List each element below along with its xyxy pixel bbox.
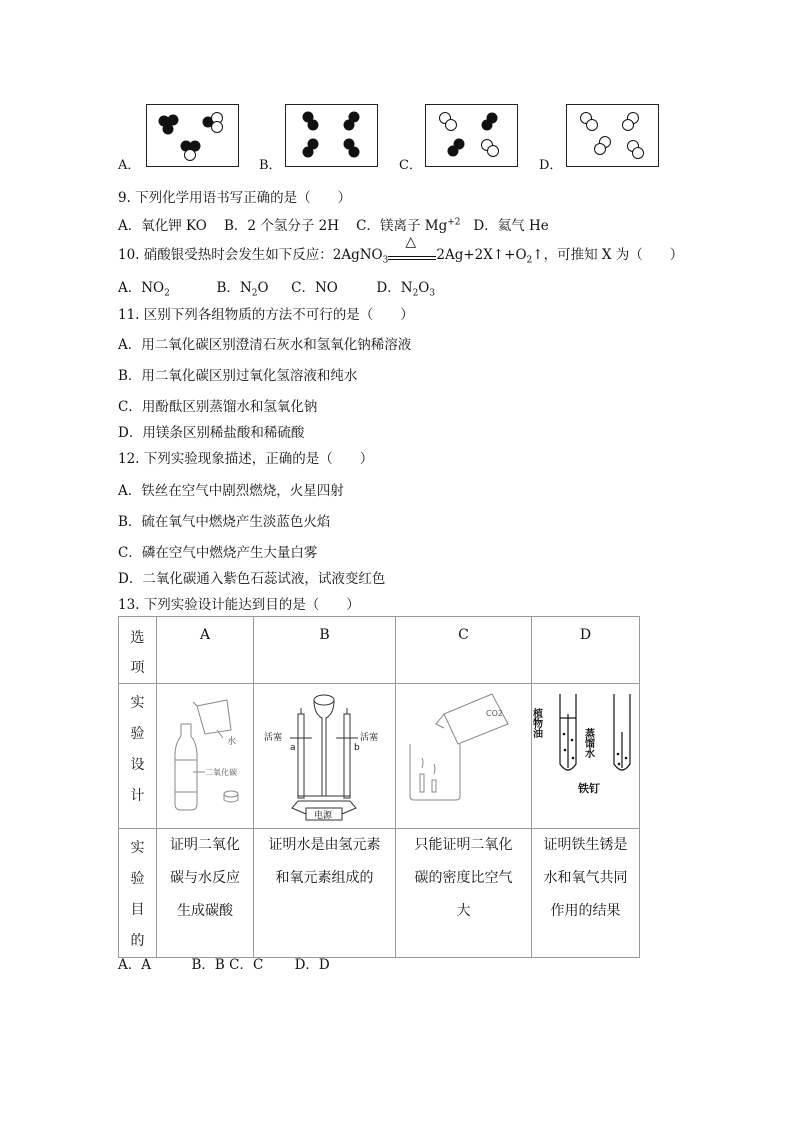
- a-co2-label: 二氧化碳: [205, 768, 237, 777]
- b-tube-a-label: a: [290, 743, 296, 753]
- d-oil-label: 植物油: [530, 708, 542, 738]
- q10-option-b-sub: 2: [251, 288, 258, 299]
- q11-option-c: C．用酚酞区别蒸馏水和氢氧化钠: [118, 399, 318, 415]
- q9-option-c: C．镁离子 Mg: [356, 218, 448, 234]
- header-d-label: D: [579, 627, 592, 643]
- q10-option-b: B．N: [216, 280, 252, 296]
- b-left-valve-label: 活塞: [264, 733, 283, 743]
- q11-option-d: D．用镁条区别稀盐酸和稀硫酸: [118, 425, 305, 441]
- aim-label-char: 目: [130, 902, 145, 918]
- q11-option-b: B．用二氧化碳区别过氧化氢溶液和纯水: [118, 368, 358, 384]
- q9-stem: 9. 下列化学用语书写正确的是（ ）: [118, 190, 352, 206]
- q13-stem: 13. 下列实验设计能达到目的是（ ）: [118, 597, 360, 613]
- header-c: [396, 617, 532, 684]
- q12-stem: 12. 下列实验现象描述，正确的是（ ）: [118, 451, 374, 467]
- q10-option-b-o: O: [257, 280, 269, 296]
- aim-b: [254, 829, 396, 958]
- q10-stem: [118, 234, 684, 266]
- design-a-figure: [157, 684, 254, 829]
- molecule-diagram-b: [286, 105, 377, 166]
- q8-option-d-label: D．: [539, 158, 563, 173]
- q10-sub-o2: 2: [526, 255, 533, 266]
- aim-d-line: 作用的结果: [550, 903, 621, 919]
- q10-option-d-sub2: 3: [429, 288, 436, 299]
- q10-option-a: A．NO: [118, 280, 165, 296]
- header-option-text: [119, 617, 156, 683]
- q13-answer-options: A．A B．B C．C D．D: [118, 957, 330, 973]
- aim-d-line: 证明铁生锈是: [543, 837, 628, 853]
- q8-option-b-label: B．: [259, 158, 282, 173]
- d-iron-nail-label: 铁钉: [578, 782, 600, 795]
- q12-option-b: B．硫在氧气中燃烧产生淡蓝色火焰: [118, 514, 331, 530]
- electrolysis-diagram: [254, 684, 395, 824]
- q10-option-a-sub: 2: [164, 288, 170, 299]
- heat-condition-icon: △: [405, 234, 417, 250]
- q8-option-b-diagram: [285, 104, 378, 167]
- q8-option-a-diagram: [146, 104, 239, 167]
- q9-option-a: A．氧化钾 KO: [118, 218, 207, 234]
- header-b-label: B: [319, 627, 330, 643]
- aim-d: [532, 829, 640, 958]
- aim-label: [119, 829, 156, 957]
- aim-c: [396, 829, 532, 958]
- aim-b-line: 证明水是由氢元素: [268, 837, 381, 853]
- aim-a-line: 证明二氧化: [170, 837, 240, 853]
- d-distilled-water-label: 蒸馏水: [582, 728, 594, 758]
- design-label-char: 实: [130, 695, 145, 711]
- iron-rust-diagram: [532, 684, 639, 824]
- aim-label-cell: [119, 829, 157, 958]
- aim-a-line: 碳与水反应: [170, 870, 240, 886]
- q12-option-a: A．铁丝在空气中剧烈燃烧，火星四射: [118, 483, 344, 499]
- aim-a-line: 生成碳酸: [177, 903, 233, 919]
- q8-option-c-diagram: [425, 104, 518, 167]
- design-d-figure: [532, 684, 640, 829]
- header-option-cell: [119, 617, 157, 684]
- q11-stem: 11. 区别下列各组物质的方法不可行的是（ ）: [118, 307, 414, 323]
- q9-option-b: B．2 个氢分子 2H: [224, 218, 339, 234]
- aim-c-line: 大: [456, 903, 471, 919]
- aim-c-line: 碳的密度比空气: [414, 870, 513, 886]
- q10-options: [118, 276, 435, 299]
- q8-option-c-label: C．: [399, 158, 422, 173]
- q10-option-d-sub: 2: [412, 288, 419, 299]
- header-d: [532, 617, 640, 684]
- q9-option-c-charge: +2: [447, 217, 461, 228]
- b-right-valve-label: 活塞: [360, 733, 379, 743]
- aim-label-char: 的: [130, 933, 145, 949]
- q10-option-c: C．NO: [291, 280, 338, 296]
- aim-label-char: 实: [130, 840, 145, 856]
- q10-option-d: D．N: [376, 280, 413, 296]
- aim-d-line: 水和氧气共同: [543, 870, 628, 886]
- q10-sub-3: 3: [382, 255, 389, 266]
- design-label-cell: [119, 684, 157, 829]
- design-label-char: 计: [130, 788, 145, 804]
- q10-stem-part2: 2Ag+2X↑+O: [436, 247, 527, 263]
- c-co2-label: CO2: [486, 709, 503, 718]
- q9-options: [118, 214, 549, 234]
- q10-option-d-o: O: [418, 280, 430, 296]
- b-power-label: 电源: [314, 811, 333, 821]
- header-b: [254, 617, 396, 684]
- design-c-figure: [396, 684, 532, 829]
- q12-option-d: D．二氧化碳通入紫色石蕊试液，试液变红色: [118, 571, 386, 587]
- q9-option-d: D．氦气 He: [473, 218, 549, 234]
- molecule-diagram-d: [567, 105, 658, 166]
- header-option-label: 选项: [130, 630, 145, 676]
- design-label-char: 验: [130, 726, 145, 742]
- header-a-label: A: [199, 627, 211, 643]
- design-row: [119, 684, 640, 829]
- q11-option-a: A．用二氧化碳区别澄清石灰水和氢氧化钠稀溶液: [118, 337, 412, 353]
- aim-b-line: 和氧元素组成的: [275, 870, 374, 886]
- a-water-label: 水: [227, 737, 237, 747]
- header-a: [157, 617, 254, 684]
- q8-option-d-diagram: [566, 104, 659, 167]
- q8-option-a-label: A．: [118, 158, 141, 173]
- design-b-figure: [254, 684, 396, 829]
- q12-option-c: C．磷在空气中燃烧产生大量白雾: [118, 545, 318, 561]
- table-header-row: [119, 617, 640, 684]
- design-label: [119, 684, 156, 812]
- aim-c-line: 只能证明二氧化: [414, 837, 513, 853]
- b-tube-b-label: b: [354, 743, 360, 753]
- q10-stem-part3: ↑，可推知 X 为（ ）: [532, 247, 684, 263]
- design-label-char: 设: [130, 757, 145, 773]
- q10-stem-part1: 10. 硝酸银受热时会发生如下反应：2AgNO: [118, 247, 383, 263]
- aim-row: [119, 829, 640, 958]
- header-c-label: C: [458, 627, 469, 643]
- q10-reaction-arrow: [388, 234, 436, 259]
- aim-label-char: 验: [130, 871, 145, 887]
- molecule-diagram-c: [426, 105, 517, 166]
- aim-a: [157, 829, 254, 958]
- co2-candle-diagram: [396, 684, 531, 824]
- molecule-diagram-a: [147, 105, 238, 166]
- bottle-experiment-diagram: [157, 684, 253, 824]
- q13-experiment-table: [118, 616, 640, 958]
